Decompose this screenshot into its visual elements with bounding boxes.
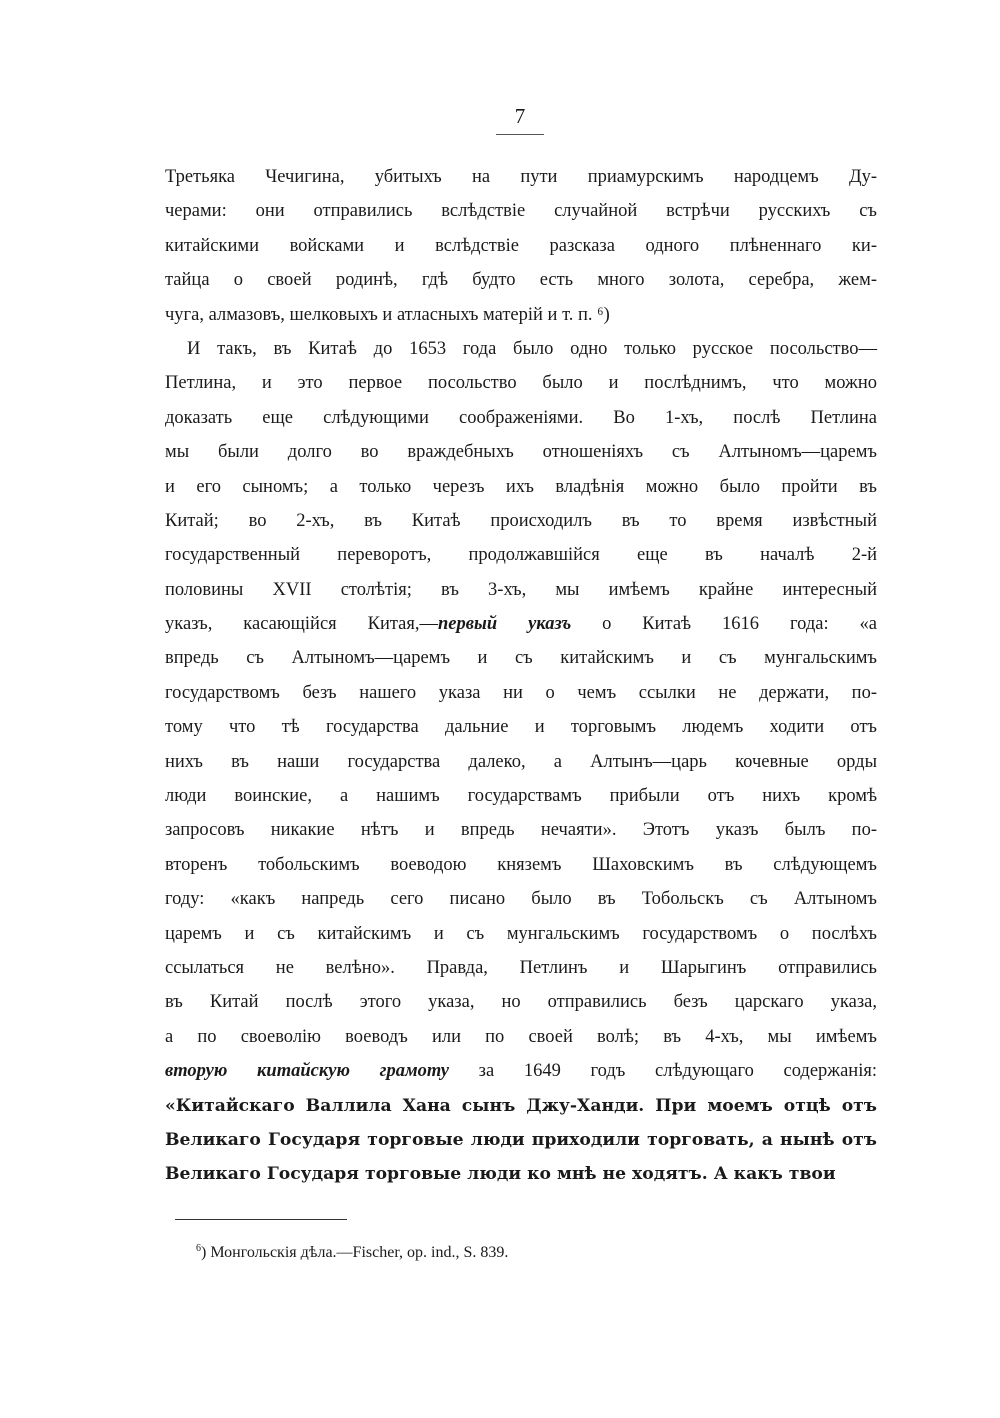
footnote <box>196 1237 508 1265</box>
page-number: 7 <box>514 104 526 128</box>
footnote-rule <box>175 1219 347 1220</box>
text-line: государствомъ безъ нашего указа ни о чемъ ссылки не держати, по- <box>165 682 877 703</box>
text-line: вторую китайскую грамоту за 1649 годъ слѣдующаго содержанія: <box>165 1061 877 1082</box>
text-line: чуга, алмазовъ, шелковыхъ и атласныхъ матерій и т. п. ⁶) <box>165 304 610 325</box>
footnote-text: ) Монгольскія дѣла.—Fischer, op. ind., S. 839. <box>201 1244 509 1261</box>
text-line: и его сыномъ; а только черезъ ихъ владѣнія можно было пройти въ <box>165 476 877 497</box>
page-number-rule <box>496 134 544 135</box>
text-line: вторенъ тобольскимъ воеводою княземъ Шаховскимъ въ слѣдующемъ <box>165 854 877 875</box>
text-line: мы были долго во враждебныхъ отношеніяхъ съ Алтыномъ—царемъ <box>165 442 877 463</box>
text-line: году: «какъ напредь сего писано было въ Тобольскъ съ Алтыномъ <box>165 889 877 910</box>
text-line: впредь съ Алтыномъ—царемъ и съ китайскимъ и съ мунгальскимъ <box>165 648 877 669</box>
text-line: царемъ и съ китайскимъ и съ мунгальскимъ государствомъ о послѣхъ <box>165 923 877 944</box>
text-line: нихъ въ наши государства далеко, а Алтынъ—царь кочевные орды <box>165 751 877 772</box>
text-line: Третьяка Чечигина, убитыхъ на пути приамурскимъ народцемъ Ду- <box>165 167 877 187</box>
text-line: половины XVII столѣтія; въ 3-хъ, мы имѣемъ крайне интересный <box>165 579 877 600</box>
emphasized-text: вторую китайскую грамоту <box>165 1061 450 1082</box>
text-line: тайца о своей родинѣ, гдѣ будто есть много золота, серебра, жем- <box>165 270 877 291</box>
text-line: черами: они отправились вслѣдствіе случайной встрѣчи русскихъ съ <box>165 201 877 222</box>
text-line: запросовъ никакие нѣтъ и впредь нечаяти». Этотъ указъ былъ по- <box>165 820 877 841</box>
text-line: китайскими войсками и вслѣдствіе разсказа одного плѣненнаго ки- <box>165 235 877 256</box>
footnote-marker: 6 <box>196 1243 201 1254</box>
text-line: «Китайскаго Валлила Хана сынъ Джу-Ханди. При моемъ отцѣ отъ <box>165 1095 877 1116</box>
text-line: Великаго Государя торговые люди приходили торговать, а нынѣ отъ <box>165 1129 877 1150</box>
emphasized-text: первый указъ <box>438 614 572 635</box>
text-line: тому что тѣ государства дальние и торговымъ людемъ ходити отъ <box>165 717 877 738</box>
text-line: доказать еще слѣдующими соображеніями. Во 1-хъ, послѣ Петлина <box>165 407 877 428</box>
text-line: ссылаться не велѣно». Правда, Петлинъ и Шарыгинъ отправились <box>165 957 877 978</box>
text-line: Великаго Государя торговые люди ко мнѣ не ходятъ. А какъ твои <box>165 1164 836 1185</box>
text-line: люди воинские, а нашимъ государствамъ прибыли отъ нихъ кромѣ <box>165 786 877 807</box>
text-line: Петлина, и это первое посольство было и послѣднимъ, что можно <box>165 373 877 394</box>
text-line: указъ, касающійся Китая,—первый указъ о Китаѣ 1616 года: «а <box>165 614 877 635</box>
body-text <box>165 160 877 1192</box>
text-line: Китай; во 2-хъ, въ Китаѣ происходилъ въ то время извѣстный <box>165 510 877 531</box>
text-line: И такъ, въ Китаѣ до 1653 года было одно только русское посольство— <box>187 338 877 359</box>
text-line: государственный переворотъ, продолжавшійся еще въ началѣ 2-й <box>165 545 877 566</box>
text-line: а по своеволію воеводъ или по своей волѣ; въ 4-хъ, мы имѣемъ <box>165 1026 877 1047</box>
text-line: въ Китай послѣ этого указа, но отправились безъ царскаго указа, <box>165 992 877 1013</box>
